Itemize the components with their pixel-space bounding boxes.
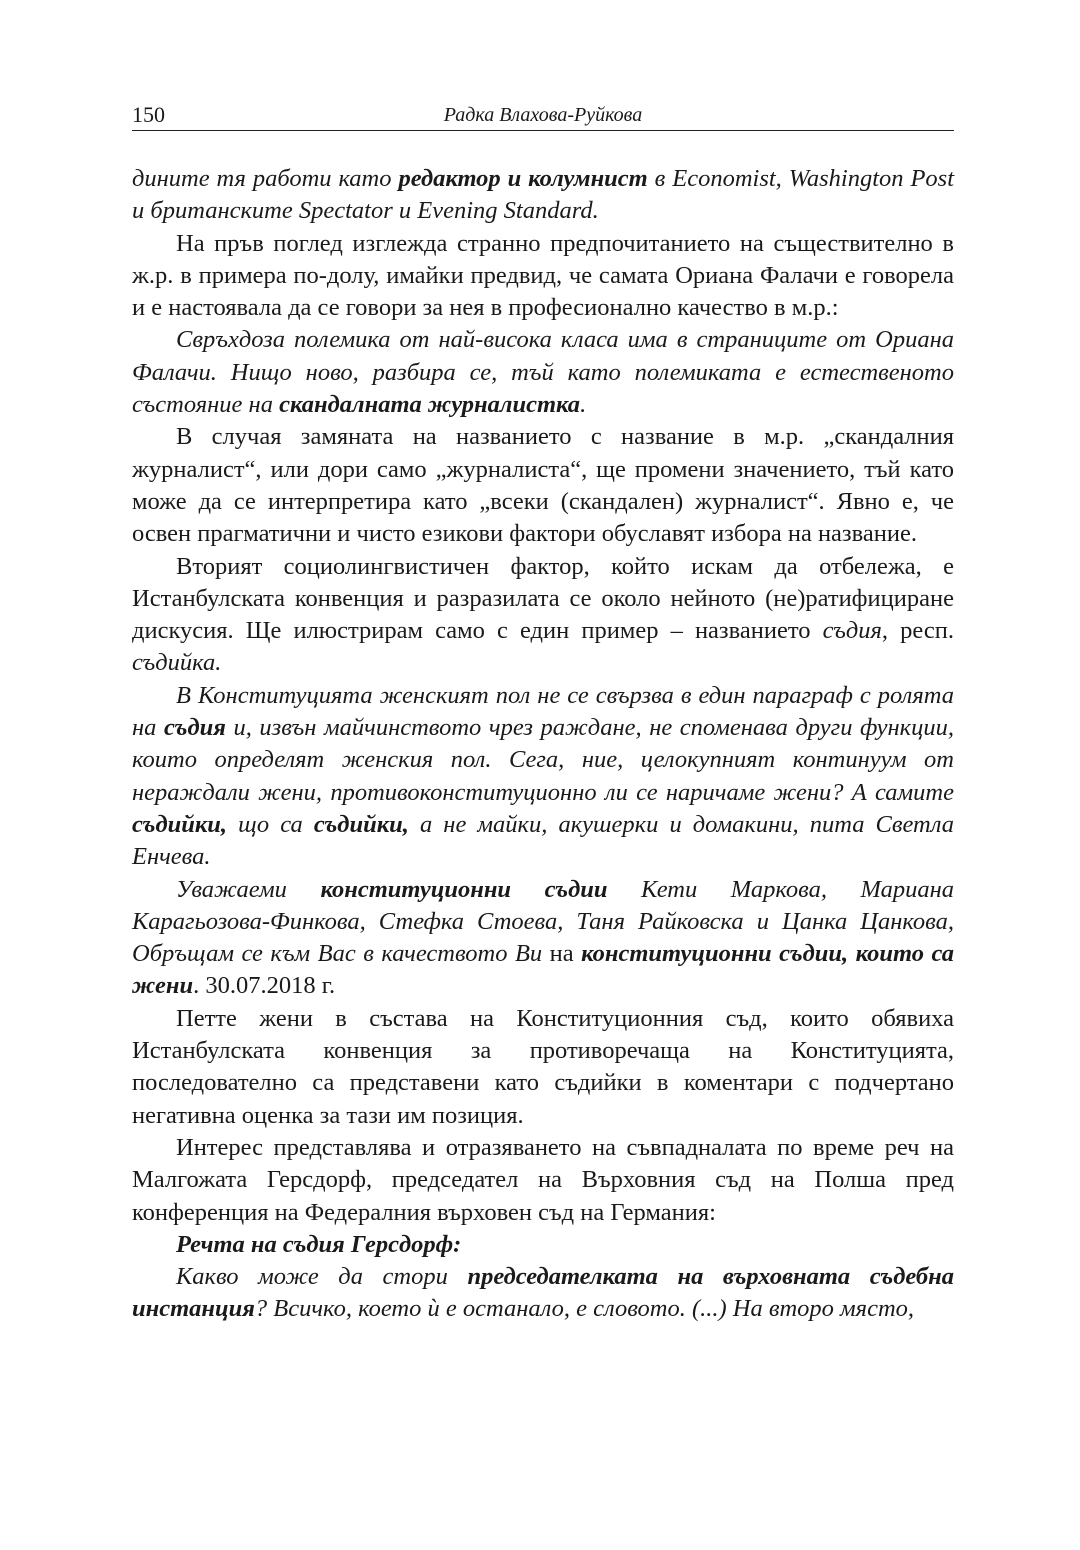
running-head: Радка Влахова-Руйкова bbox=[443, 104, 643, 126]
text-run: В случая замяната на названието с название в м.р. „скандалния журналист“, или дори само „журналиста“, ще промени значението, тъй като може да се интерпретира като „всеки (скандален) журналист“. Явно е, че освен прагматични и чисто езикови фактори обуславят избора на название. bbox=[132, 423, 954, 548]
date-text: . 30.07.2018 г. bbox=[193, 972, 336, 1000]
paragraph bbox=[132, 1003, 954, 1132]
term-female-judge: съдийка. bbox=[132, 649, 222, 677]
text-run: . bbox=[580, 391, 587, 419]
paragraph bbox=[132, 421, 954, 550]
quote-example bbox=[132, 680, 954, 874]
text-run: Вторият социолингвистичен фактор, който искам да отбележа, е Истанбулската конвенция и разразилата се около нейното (не)ратифициране дискусия. Ще илюстрирам само с един пример – названието bbox=[132, 552, 954, 645]
emphasis-female-judges: съдийки, bbox=[313, 810, 409, 838]
text-run: Речта на съдия Герсдорф: bbox=[176, 1230, 462, 1258]
text-run: Какво може да стори bbox=[176, 1263, 468, 1291]
emphasis-constitutional-judges: конституционни съдии bbox=[320, 875, 608, 903]
emphasis-scandalous-journalist: скандалната журналистка bbox=[279, 391, 581, 419]
text-run: а не майки, акушерки и домакини, пита Светла Енчева. bbox=[132, 810, 954, 871]
text-run: Интерес представлява и отразяването на съвпадналата по време реч на Малгожата Герсдорф, председател на Върховния съд на Полша пред конференция на Федералния върховен съд на Германия: bbox=[132, 1133, 954, 1226]
text-run: ? Всичко, което ѝ е останало, е словото. (...) На второ място, bbox=[254, 1295, 915, 1323]
term-judge: съдия bbox=[822, 617, 882, 645]
text-run: и, извън майчинството чрез раждане, не споменава други функции, които определят женския пол. Сега, ние, целокупният континуум от нераждали жени, противоконституционно ли се наричаме жени? А самите bbox=[132, 714, 954, 806]
quote-example bbox=[132, 1261, 954, 1326]
emphasis-judge: съдия bbox=[164, 714, 226, 742]
text-run: , респ. bbox=[881, 617, 954, 645]
page-header bbox=[132, 100, 954, 131]
emphasis-constitutional-judges-women: конституционни съдии, които са жени bbox=[132, 940, 954, 1000]
text-run: На пръв поглед изглежда странно предпочитанието на съществително в ж.р. в примера по-долу, имайки предвид, че самата Ориана Фалачи е говорела и е настоявала да се говори за нея в професионално качество в м.р.: bbox=[132, 229, 954, 322]
text-run: на bbox=[542, 940, 582, 968]
quote-example bbox=[132, 324, 954, 421]
emphasis-chairwoman: председателката на върховната съдебна инстанция bbox=[132, 1263, 954, 1323]
text-run: Кети Маркова, Мариана Карагьозова-Финкова, Стефка Стоева, Таня Райковска и Цанка Цанкова, Обръщам се към Вас в качеството Ви bbox=[132, 875, 954, 968]
text-run: Петте жени в състава на Конституционния съд, които обявиха Истанбулската конвенция за противоречаща на Конституцията, последователно са представени като съдийки в коментари с подчертано негативна оценка за тази им позиция. bbox=[132, 1004, 954, 1129]
text-run: дините тя работи като bbox=[132, 165, 399, 192]
paragraph bbox=[132, 228, 954, 325]
body-text bbox=[132, 163, 954, 1326]
emphasis-editor-columnist: редактор и колумнист bbox=[398, 165, 648, 192]
text-run: Уважаеми bbox=[176, 875, 321, 903]
paragraph-continuation bbox=[132, 163, 954, 228]
page-number: 150 bbox=[132, 102, 165, 127]
text-run: в Economist, Washington Post и британските Spectator и Evening Standard. bbox=[132, 165, 954, 225]
emphasis-female-judges: съдийки, bbox=[132, 810, 228, 838]
text-run: В Конституцията женският пол не се свързва в един параграф с ролята на bbox=[132, 681, 954, 742]
text-run: що са bbox=[227, 810, 314, 838]
paragraph bbox=[132, 1132, 954, 1229]
text-run: Свръхдоза полемика от най-висока класа има в страниците от Ориана Фалачи. Нищо ново, разбира се, тъй като полемиката е естественото състояние на bbox=[132, 326, 954, 419]
quote-heading bbox=[132, 1229, 954, 1261]
quote-example bbox=[132, 874, 954, 1003]
paragraph bbox=[132, 551, 954, 680]
